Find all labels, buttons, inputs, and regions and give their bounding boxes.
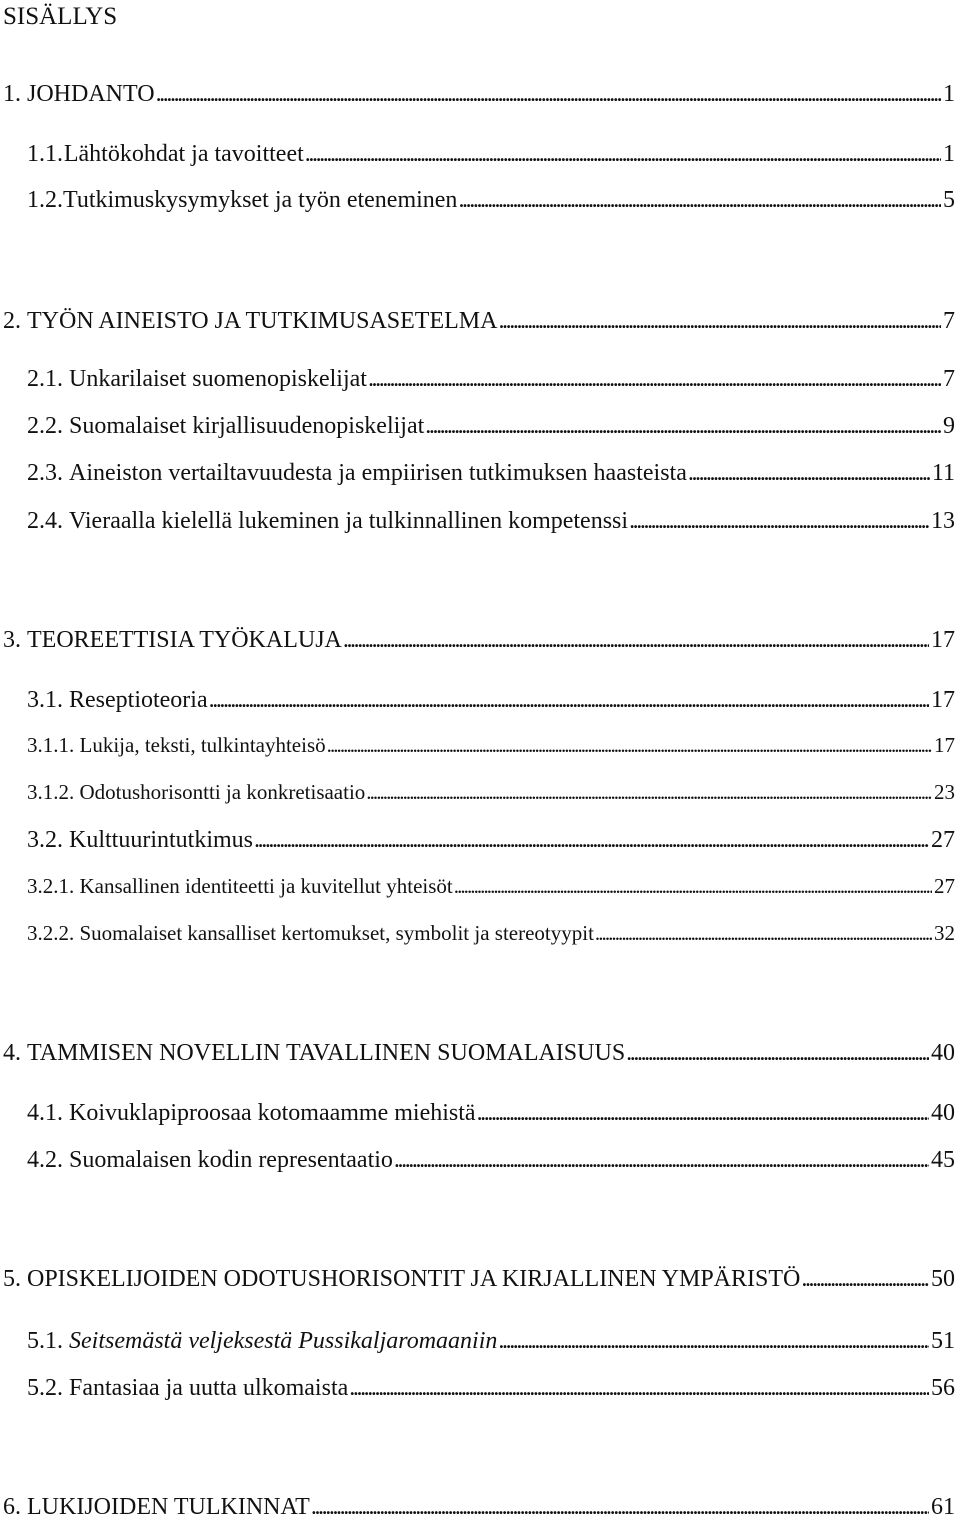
toc-entry-page: 45: [931, 1147, 955, 1173]
toc-entry-label: Kulttuurintutkimus: [69, 827, 254, 853]
toc-entry-label: Vieraalla kielellä lukeminen ja tulkinnallinen kompetenssi: [69, 508, 629, 534]
toc-entry[interactable]: [0, 1036, 960, 1070]
toc-entry-label: Lähtökohdat ja tavoitteet: [63, 141, 304, 167]
toc-entry[interactable]: [0, 77, 960, 111]
toc-entry-page: 13: [931, 508, 955, 534]
toc-entry-label: Aineiston vertailtavuudesta ja empiirisen tutkimuksen haasteista: [69, 460, 687, 486]
toc-leader-dots: [498, 1324, 929, 1358]
toc-leader-dots: [629, 504, 929, 538]
toc-entry-number: 6.: [3, 1494, 27, 1520]
toc-entry-page: 61: [931, 1494, 955, 1520]
toc-entry[interactable]: [0, 504, 960, 538]
toc-entry-page: 32: [934, 921, 955, 945]
toc-entry-number: 1.2.: [27, 187, 63, 213]
toc-leader-dots: [688, 456, 930, 490]
toc-entry-page: 1: [943, 141, 955, 167]
toc-leader-dots: [156, 77, 941, 111]
toc-entry[interactable]: [0, 183, 960, 217]
toc-entry-label: Seitsemästä veljeksestä Pussikaljaromaaniin: [69, 1328, 498, 1354]
toc-entry-page: 17: [931, 627, 955, 653]
toc-entry-number: 3.1.1.: [27, 733, 80, 757]
toc-entry[interactable]: [0, 409, 960, 443]
toc-entry-page: 40: [931, 1100, 955, 1126]
toc-entry-number: 3.2.2.: [27, 921, 80, 945]
toc-leader-dots: [349, 1371, 929, 1405]
toc-entry-number: 2.: [3, 308, 27, 334]
toc-entry-label: Tutkimuskysymykset ja työn eteneminen: [63, 187, 458, 213]
toc-entry-number: 1.: [3, 81, 27, 107]
toc-entry[interactable]: [0, 775, 960, 809]
toc-entry[interactable]: [0, 623, 960, 657]
toc-leader-dots: [343, 623, 929, 657]
toc-entry[interactable]: [0, 362, 960, 396]
toc-entry-number: 3.1.2.: [27, 780, 80, 804]
toc-entry[interactable]: [0, 456, 960, 490]
toc-entry[interactable]: [0, 1324, 960, 1358]
toc-entry-page: 1: [943, 81, 955, 107]
toc-entry-page: 11: [931, 460, 955, 486]
toc-entry-number: 4.: [3, 1040, 27, 1066]
toc-entry-number: 2.3.: [27, 460, 69, 486]
toc-entry-label: Kansallinen identiteetti ja kuvitellut yhteisöt: [79, 874, 453, 898]
toc-entry[interactable]: [0, 823, 960, 857]
toc-leader-dots: [209, 683, 929, 717]
toc-entry-page: 56: [931, 1375, 955, 1401]
toc-entry-page: 9: [943, 413, 955, 439]
toc-entry-label: Lukija, teksti, tulkintayhteisö: [79, 733, 326, 757]
toc-entry[interactable]: [0, 304, 960, 338]
toc-entry-number: 2.1.: [27, 366, 69, 392]
toc-entry[interactable]: [0, 1143, 960, 1177]
toc-leader-dots: [366, 775, 932, 809]
toc-entry[interactable]: [0, 728, 960, 762]
toc-entry-page: 50: [931, 1266, 955, 1292]
toc-entry-label: Reseptioteoria: [69, 687, 208, 713]
toc-entry-page: 17: [934, 733, 955, 757]
toc-entry-label: TYÖN AINEISTO JA TUTKIMUSASETELMA: [27, 308, 498, 334]
toc-leader-dots: [311, 1490, 929, 1524]
toc-entry-page: 5: [943, 187, 955, 213]
toc-entry[interactable]: [0, 869, 960, 903]
toc-entry-page: 27: [934, 874, 955, 898]
toc-entry[interactable]: [0, 1371, 960, 1405]
toc-leader-dots: [626, 1036, 929, 1070]
toc-entry-label: OPISKELIJOIDEN ODOTUSHORISONTIT JA KIRJALLINEN YMPÄRISTÖ: [27, 1266, 801, 1292]
toc-entry[interactable]: [0, 1490, 960, 1524]
toc-leader-dots: [498, 304, 941, 338]
toc-entry-number: 3.2.: [27, 827, 69, 853]
toc-entry[interactable]: [0, 916, 960, 950]
toc-title: SISÄLLYS: [3, 3, 118, 30]
toc-entry-label: Unkarilaiset suomenopiskelijat: [69, 366, 367, 392]
toc-entry-number: 3.1.: [27, 687, 69, 713]
toc-entry-number: 2.2.: [27, 413, 69, 439]
toc-leader-dots: [425, 409, 941, 443]
toc-leader-dots: [477, 1096, 929, 1130]
toc-entry-page: 51: [931, 1328, 955, 1354]
toc-entry[interactable]: [0, 137, 960, 171]
toc-entry-label: Suomalaiset kansalliset kertomukset, symbolit ja stereotyypit: [79, 921, 594, 945]
toc-entry-number: 3.2.1.: [27, 874, 80, 898]
toc-entry-number: 4.2.: [27, 1147, 69, 1173]
toc-entry-number: 4.1.: [27, 1100, 69, 1126]
toc-leader-dots: [305, 137, 941, 171]
toc-entry-label: Odotushorisontti ja konkretisaatio: [79, 780, 366, 804]
toc-entry-number: 5.2.: [27, 1375, 69, 1401]
toc-leader-dots: [327, 728, 932, 762]
toc-entry-label: TAMMISEN NOVELLIN TAVALLINEN SUOMALAISUUS: [27, 1040, 626, 1066]
toc-entry-page: 40: [931, 1040, 955, 1066]
toc-entry-label: JOHDANTO: [27, 81, 155, 107]
toc-entry-number: 1.1.: [27, 141, 63, 167]
toc-entry-label: Fantasiaa ja uutta ulkomaista: [69, 1375, 349, 1401]
toc-entry-page: 17: [931, 687, 955, 713]
toc-entry[interactable]: [0, 1096, 960, 1130]
toc-leader-dots: [458, 183, 941, 217]
toc-leader-dots: [801, 1262, 929, 1296]
toc-entry-number: 5.: [3, 1266, 27, 1292]
toc-entry[interactable]: [0, 683, 960, 717]
toc-entry-page: 27: [931, 827, 955, 853]
toc-entry-page: 7: [943, 308, 955, 334]
toc-leader-dots: [595, 916, 932, 950]
toc-entry-label: Koivuklapiproosaa kotomaamme miehistä: [69, 1100, 476, 1126]
toc-entry-number: 2.4.: [27, 508, 69, 534]
toc-leader-dots: [454, 869, 932, 903]
toc-entry-number: 5.1.: [27, 1328, 69, 1354]
toc-leader-dots: [368, 362, 941, 396]
toc-entry-label: Suomalaisen kodin representaatio: [69, 1147, 393, 1173]
toc-entry-label: LUKIJOIDEN TULKINNAT: [27, 1494, 310, 1520]
toc-leader-dots: [254, 823, 929, 857]
toc-leader-dots: [394, 1143, 929, 1177]
toc-entry[interactable]: [0, 1262, 960, 1296]
toc-entry-label: TEOREETTISIA TYÖKALUJA: [27, 627, 342, 653]
toc-entry-label: Suomalaiset kirjallisuudenopiskelijat: [69, 413, 425, 439]
toc-entry-number: 3.: [3, 627, 27, 653]
toc-entry-page: 23: [934, 780, 955, 804]
toc-entry-page: 7: [943, 366, 955, 392]
